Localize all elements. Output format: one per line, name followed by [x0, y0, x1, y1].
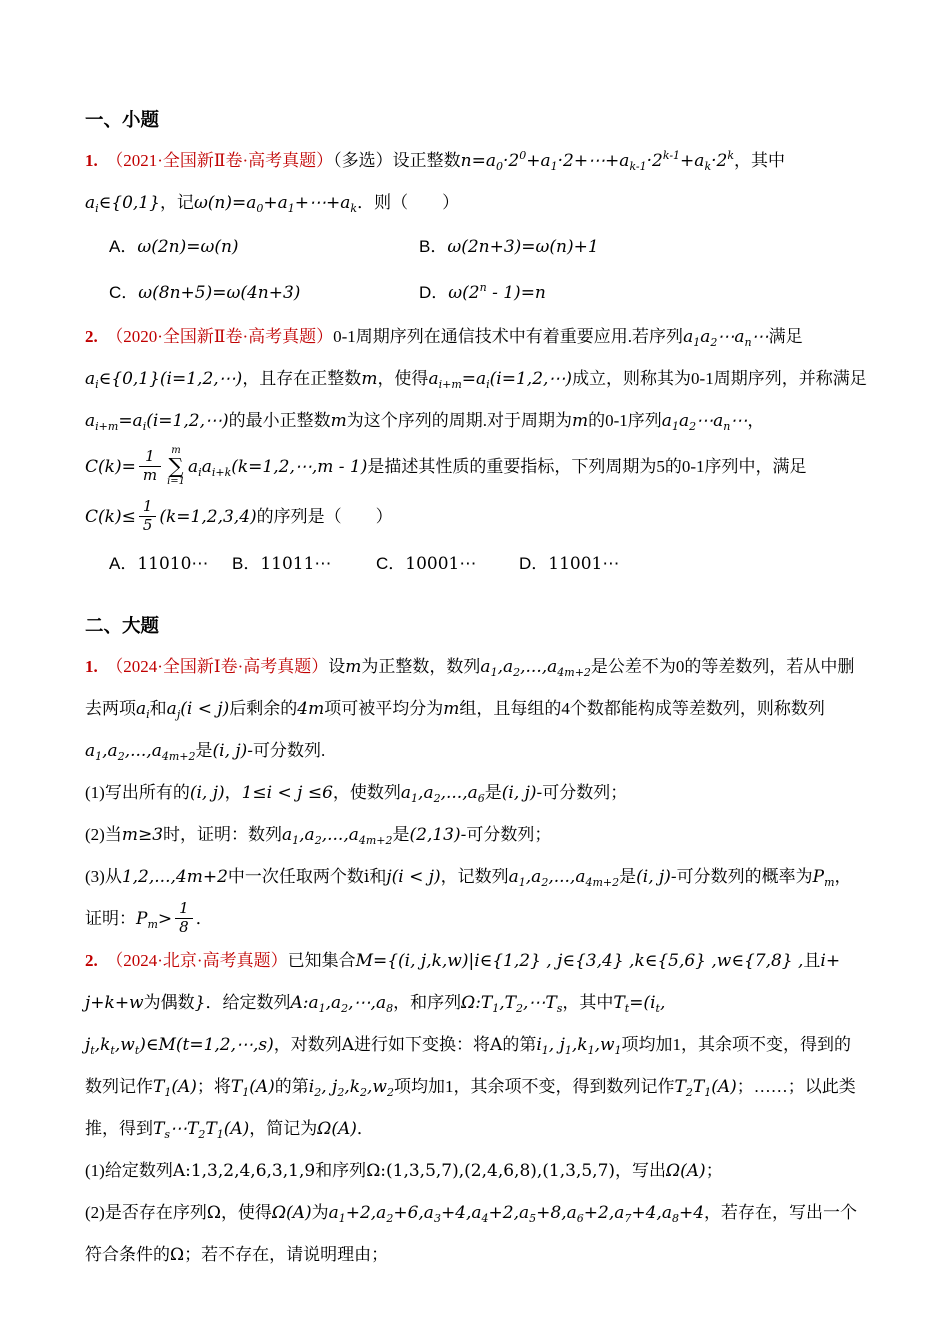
- subscript: 2: [360, 1086, 368, 1099]
- subscript: n: [744, 336, 752, 349]
- subscript: 4m+2: [585, 876, 620, 889]
- text-segment: ω(8n+5)=ω(4n+3): [138, 283, 301, 303]
- text-segment: 2.: [85, 951, 115, 970]
- text-segment: 且: [803, 951, 821, 970]
- text-segment: m: [443, 699, 460, 719]
- text-segment: 可分数列；: [542, 783, 628, 802]
- text-segment: Ω: [206, 1203, 221, 1223]
- subscript: k-1: [629, 160, 647, 173]
- text-segment: C．: [109, 283, 139, 302]
- small-q1-options: [85, 224, 868, 316]
- small-q1-option-c: [109, 270, 419, 316]
- text-segment: 为这个序列的周期.对于周期为: [346, 411, 572, 430]
- subscript: t: [90, 1044, 95, 1057]
- subscript: t: [134, 1044, 140, 1057]
- text-segment: 1.: [85, 151, 115, 170]
- text-segment: ，证明：: [85, 867, 852, 928]
- text-segment: 后剩余的: [229, 699, 298, 718]
- text-segment: ω(2$^n$ - 1)=n: [448, 281, 546, 303]
- text-segment: $T_2T_1(A)$: [674, 1077, 737, 1099]
- subscript: 2: [198, 1128, 206, 1141]
- subscript: 2: [117, 750, 125, 763]
- text-segment: 为偶数: [143, 993, 195, 1012]
- text-segment: $T_s\cdots T_2T_1(A)$: [153, 1119, 250, 1141]
- subscript: 1: [564, 1044, 572, 1057]
- text-segment: 4m: [297, 699, 325, 719]
- text-segment: ．: [195, 909, 213, 928]
- text-segment: m≥3: [121, 825, 164, 845]
- subscript: 2: [387, 1086, 394, 1099]
- fraction: [175, 900, 193, 936]
- text-segment: （多选）设正整数: [333, 151, 461, 170]
- text-segment: 项可被平均分为: [324, 699, 444, 718]
- text-segment: 2.: [85, 327, 115, 346]
- text-segment: $n=a_0\cdot 2^0+a_1\cdot 2+\cdots+a_{k-1}\cdot 2^{k-1}+a_k\cdot 2^k$: [460, 149, 735, 173]
- text-segment: Ω(A): [666, 1161, 706, 1181]
- text-segment: $a_ia_{i+k}(k=1,2,\cdots,m - 1)$: [188, 457, 368, 479]
- subscript: 8: [386, 1002, 394, 1015]
- subscript: 2: [541, 876, 549, 889]
- subscript: 1: [490, 666, 498, 679]
- subscript: 1: [242, 1086, 250, 1099]
- subscript: 2: [685, 1086, 693, 1099]
- text-segment: (i, j)-: [636, 867, 677, 887]
- subscript: 4m+2: [161, 750, 196, 763]
- text-segment: $a_1,a_2,...,a_{4m+2}$: [282, 825, 393, 847]
- subscript: 1: [518, 876, 526, 889]
- text-segment: Ω:(1,3,5,7),(2,4,6,8),(1,3,5,7): [366, 1161, 616, 1181]
- text-segment: m: [330, 411, 347, 431]
- text-segment: 的第: [502, 1035, 537, 1054]
- fraction-numerator: 1: [139, 448, 161, 466]
- text-segment: 项均加1，其余项不变，得到数列记作: [394, 1077, 675, 1096]
- small-q2-options: [85, 542, 868, 586]
- text-segment: }: [194, 993, 206, 1013]
- subscript: i: [486, 378, 490, 391]
- small-q1-stem: [85, 140, 868, 224]
- subscript: m: [147, 918, 158, 931]
- text-segment: C．: [376, 554, 406, 573]
- text-segment: ，记数列: [440, 867, 509, 886]
- subscript: 8: [671, 1212, 679, 1225]
- text-segment: (i, j): [189, 783, 225, 803]
- text-segment: ，: [747, 411, 765, 430]
- subscript: i+m: [95, 420, 119, 433]
- text-segment: A．: [109, 237, 138, 256]
- small-q2-stem-condition: [85, 492, 868, 542]
- text-segment: C(k)≤: [85, 507, 136, 527]
- sigma-glyph: ∑: [168, 453, 184, 478]
- text-segment: 0-1周期序列在通信技术中有着重要应用.若序列: [333, 327, 684, 346]
- text-segment: ，使得: [220, 1203, 272, 1222]
- subscript: 1: [318, 1002, 326, 1015]
- text-segment: ；若不存在，请说明理由；: [184, 1245, 389, 1264]
- sum-lower-limit: i=1: [167, 475, 186, 487]
- text-segment: $a_1a_2\cdots a_n\cdots$: [683, 327, 769, 349]
- text-segment: $P_m$: [812, 867, 835, 889]
- text-segment: m: [361, 369, 378, 389]
- subscript: 0: [256, 202, 264, 215]
- text-segment: $a_{i+m}=a_i(i=1,2,\cdots)$: [85, 411, 229, 433]
- subscript: 1: [492, 1002, 500, 1015]
- text-segment: B．: [232, 554, 261, 573]
- text-segment: $\omega(n)=a_0+a_1+\cdots+a_k$: [193, 193, 358, 215]
- text-segment: 是: [484, 783, 502, 802]
- text-segment: 可分数列的概率为: [676, 867, 813, 886]
- text-segment: M={(i, j,k,w)|i∈{1,2} , j∈{3,4} ,k∈{5,6} ,w∈{7,8} ,: [355, 951, 804, 971]
- text-segment: D．: [419, 283, 449, 302]
- subscript: 0: [495, 160, 503, 173]
- subscript: 1: [541, 1044, 549, 1057]
- small-q2-option-a: [109, 542, 232, 586]
- subscript: 1: [95, 750, 103, 763]
- subscript: 5: [529, 1212, 537, 1225]
- text-segment: $a_i$: [136, 699, 150, 721]
- big-q1-part1: [85, 772, 868, 814]
- text-segment: $a_1a_2\cdots a_n\cdots$: [661, 411, 748, 433]
- big-q1-stem: [85, 646, 868, 772]
- text-segment: m: [345, 657, 362, 677]
- subscript: i+k: [211, 466, 232, 479]
- text-segment: 10001⋯: [405, 554, 477, 574]
- subscript: m: [824, 876, 835, 889]
- text-segment: 的序列是（ ）: [256, 507, 393, 526]
- subscript: 1: [693, 336, 701, 349]
- fraction-denominator: 5: [142, 515, 153, 534]
- text-segment: ，简记为: [249, 1119, 318, 1138]
- text-segment: 的最小正整数: [228, 411, 331, 430]
- subscript: 1: [550, 160, 558, 173]
- text-segment: (1)给定数列: [85, 1161, 173, 1180]
- text-segment: C(k)=: [85, 457, 136, 477]
- text-segment: Ω(A): [271, 1203, 312, 1223]
- text-segment: ，使得: [377, 369, 429, 388]
- fraction: [139, 498, 157, 534]
- text-segment: 11010⋯: [137, 554, 209, 574]
- text-segment: ，且存在正整数: [242, 369, 362, 388]
- text-segment: $A:a_1,a_2,\cdots,a_8$: [290, 993, 394, 1015]
- text-segment: Ω(A): [317, 1119, 357, 1139]
- text-segment: 组，且每组的4个数都能构成等差数列，则称数列: [459, 699, 825, 718]
- text-segment: (2,13)-: [409, 825, 467, 845]
- text-segment: ；: [705, 1161, 723, 1180]
- text-segment: 项均加1，其余项不变，得到的数列记作: [85, 1035, 852, 1096]
- subscript: i: [146, 708, 150, 721]
- subscript: 2: [386, 1212, 394, 1225]
- section-title-big-questions: 二、大题: [85, 615, 160, 636]
- subscript: i: [142, 420, 147, 433]
- text-segment: ，使数列: [332, 783, 401, 802]
- text-segment: 可分数列.: [253, 741, 326, 760]
- subscript: 2: [710, 336, 718, 349]
- section-title-small-questions: 一、小题: [85, 109, 160, 130]
- sum-upper-limit: m: [171, 444, 181, 456]
- subscript: i: [198, 466, 202, 479]
- superscript: 0: [519, 149, 527, 162]
- text-segment: A: [490, 1035, 503, 1055]
- subscript: 1: [164, 1086, 172, 1099]
- fraction-numerator: 1: [175, 900, 193, 918]
- text-segment: 的0-1序列: [588, 411, 662, 430]
- text-segment: 为正整数，数列: [361, 657, 481, 676]
- text-segment: 时，证明：数列: [163, 825, 283, 844]
- subscript: j: [176, 708, 181, 721]
- text-segment: 可分数列；: [466, 825, 552, 844]
- text-segment: ，若存在，写出一个符合条件的: [85, 1203, 858, 1264]
- subscript: t: [110, 1044, 115, 1057]
- subscript: k: [704, 160, 712, 173]
- text-segment: 设: [328, 657, 346, 676]
- text-segment: 进行如下变换：将: [354, 1035, 491, 1054]
- text-segment: ．: [356, 1119, 374, 1138]
- text-segment: （2024·全国新Ⅰ卷·高考真题）: [114, 657, 329, 676]
- text-segment: $a_{i+m}=a_i(i=1,2,\cdots)$: [428, 369, 573, 391]
- fraction: [139, 448, 161, 484]
- text-segment: (i, j)-: [212, 741, 254, 761]
- small-q2-stem-part1: [85, 316, 868, 442]
- superscript: k: [727, 149, 735, 162]
- text-segment: 11001⋯: [548, 554, 620, 574]
- text-segment: ，: [224, 783, 242, 802]
- text-segment: ω(2n)=ω(n): [137, 237, 239, 257]
- text-segment: B．: [419, 237, 448, 256]
- text-segment: A．: [109, 554, 138, 573]
- subscript: 2: [341, 1002, 349, 1015]
- text-segment: 1≤i < j ≤6: [241, 783, 333, 803]
- subscript: 1: [411, 792, 419, 805]
- subscript: 4: [481, 1212, 489, 1225]
- text-segment: 成立，则称其为0-1周期序列，并称满足: [572, 369, 867, 388]
- text-segment: i: [363, 867, 370, 887]
- text-segment: 和: [369, 867, 387, 886]
- text-segment: $T_1(A)$: [230, 1077, 275, 1099]
- big-q1-part2: [85, 814, 868, 856]
- text-segment: ；……；以此类推，得到: [85, 1077, 856, 1138]
- text-segment: 和序列: [315, 1161, 367, 1180]
- subscript: t: [624, 1002, 630, 1015]
- text-segment: 已知集合: [287, 951, 356, 970]
- text-segment: 是: [619, 867, 637, 886]
- text-segment: ；将: [196, 1077, 231, 1096]
- fraction-numerator: 1: [139, 498, 157, 516]
- text-segment: A:1,3,2,4,6,3,1,9: [172, 1161, 316, 1181]
- text-segment: 的第: [274, 1077, 309, 1096]
- text-segment: $T_1(A)$: [153, 1077, 197, 1099]
- small-q2-option-d: [519, 542, 868, 586]
- superscript: n: [479, 281, 487, 294]
- small-q2-stem-formula: [85, 442, 868, 492]
- small-q1-option-b: [419, 224, 868, 270]
- text-segment: （2024·北京·高考真题）: [114, 951, 288, 970]
- big-q2-stem: [85, 940, 868, 1150]
- text-segment: 是描述其性质的重要指标，下列周期为5的0-1序列中，满足: [367, 457, 807, 476]
- small-q2-option-b: [232, 542, 376, 586]
- text-segment: （2020·全国新Ⅱ卷·高考真题）: [114, 327, 334, 346]
- subscript: 6: [477, 792, 485, 805]
- text-segment: ω(2n+3)=ω(n)+1: [447, 237, 599, 257]
- text-segment: （2021·全国新Ⅱ卷·高考真题）: [114, 151, 334, 170]
- text-segment: $a_1,a_2,...,a_{4m+2}$: [508, 867, 620, 889]
- subscript: 1: [338, 1212, 346, 1225]
- text-segment: $P_m>$: [136, 909, 173, 931]
- subscript: 4m+2: [358, 834, 393, 847]
- text-segment: ．给定数列: [205, 993, 291, 1012]
- text-segment: j(i < j): [386, 867, 441, 887]
- text-segment: $T_t=(i_t$, $j_t,k_t,w_t)\in M(t=1,2,\cdots,s)$: [85, 993, 666, 1057]
- subscript: 1: [287, 202, 295, 215]
- big-q2-part1: [85, 1150, 868, 1192]
- text-segment: (2)是否存在序列: [85, 1203, 207, 1222]
- text-segment: (2)当: [85, 825, 122, 844]
- big-q2-part2: [85, 1192, 868, 1276]
- small-q1-option-a: [109, 224, 419, 270]
- text-segment: $a_1+2,a_2+6,a_3+4,a_4+2,a_5+8,a_6+2,a_7+4,a_8+4$: [328, 1203, 705, 1225]
- subscript: 2: [337, 1086, 345, 1099]
- text-segment: ，对数列: [273, 1035, 342, 1054]
- text-segment: (1)写出所有的: [85, 783, 190, 802]
- text-segment: $a_1,a_2,...,a_6$: [400, 783, 485, 805]
- text-segment: ，和序列: [393, 993, 462, 1012]
- text-segment: ，记: [159, 193, 194, 212]
- small-q2-option-c: [376, 542, 519, 586]
- subscript: 2: [314, 1086, 322, 1099]
- subscript: t: [655, 1002, 660, 1015]
- subscript: 2: [516, 1002, 524, 1015]
- text-segment: $i_1$, $j_1,k_1,w_1$: [536, 1035, 622, 1057]
- subscript: s: [164, 1128, 170, 1141]
- text-segment: ，其中: [562, 993, 614, 1012]
- subscript: 2: [314, 834, 322, 847]
- superscript: k-1: [662, 149, 681, 162]
- text-segment: m: [572, 411, 589, 431]
- text-segment: 是: [195, 741, 213, 760]
- text-segment: $a_1,a_2,...,a_{4m+2}$: [480, 657, 591, 679]
- subscript: s: [556, 1002, 563, 1015]
- subscript: 3: [433, 1212, 441, 1225]
- text-segment: A: [341, 1035, 355, 1055]
- text-segment: (3)从: [85, 867, 122, 886]
- text-segment: 1,2,...,4m+2: [121, 867, 228, 887]
- text-segment: 1.: [85, 657, 115, 676]
- subscript: 1: [216, 1128, 224, 1141]
- text-segment: 满足: [768, 327, 803, 346]
- subscript: 1: [614, 1044, 622, 1057]
- subscript: 1: [587, 1044, 595, 1057]
- summation-symbol: [167, 446, 185, 487]
- text-segment: ，写出: [615, 1161, 667, 1180]
- subscript: 2: [689, 420, 697, 433]
- subscript: 1: [704, 1086, 712, 1099]
- subscript: i: [95, 378, 99, 391]
- text-segment: Ω: [170, 1245, 185, 1265]
- text-segment: ，其中: [734, 151, 786, 170]
- subscript: k: [350, 202, 358, 215]
- text-segment: 和: [149, 699, 167, 718]
- text-segment: $a_j(i < j)$: [166, 699, 230, 721]
- small-q1-option-d: [419, 270, 868, 316]
- text-segment: D．: [519, 554, 549, 573]
- subscript: 2: [433, 792, 441, 805]
- text-segment: ．则（ ）: [357, 193, 460, 212]
- subscript: 1: [671, 420, 679, 433]
- subscript: n: [723, 420, 731, 433]
- subscript: 4m+2: [557, 666, 591, 679]
- text-segment: (k=1,2,3,4): [159, 507, 257, 527]
- text-segment: $a_i\in\{0,1\}(i=1,2,\cdots)$: [85, 369, 243, 391]
- text-segment: $i_2$, $j_2,k_2,w_2$: [308, 1077, 394, 1099]
- text-segment: 是: [392, 825, 410, 844]
- subscript: 1: [292, 834, 300, 847]
- subscript: 7: [624, 1212, 632, 1225]
- text-segment: 11011⋯: [260, 554, 332, 574]
- fraction-denominator: m: [142, 465, 158, 484]
- subscript: 6: [576, 1212, 584, 1225]
- big-q1-part3: [85, 856, 868, 940]
- subscript: i: [95, 202, 99, 215]
- text-segment: i+ j+k+w: [85, 951, 841, 1013]
- text-segment: $a_i\in\{0,1\}$: [85, 193, 160, 215]
- text-segment: $\Omega:T_1,T_2,\cdots T_s$: [461, 993, 563, 1015]
- text-segment: (i, j)-: [501, 783, 543, 803]
- fraction-denominator: 8: [179, 917, 189, 936]
- text-segment: 是公差不为0的等差数列，若从中删去两项: [85, 657, 855, 718]
- text-segment: 为: [311, 1203, 329, 1222]
- subscript: i+m: [438, 378, 462, 391]
- text-segment: 中一次任取两个数: [227, 867, 364, 886]
- text-segment: $a_1,a_2,...,a_{4m+2}$: [85, 741, 196, 763]
- subscript: 2: [513, 666, 521, 679]
